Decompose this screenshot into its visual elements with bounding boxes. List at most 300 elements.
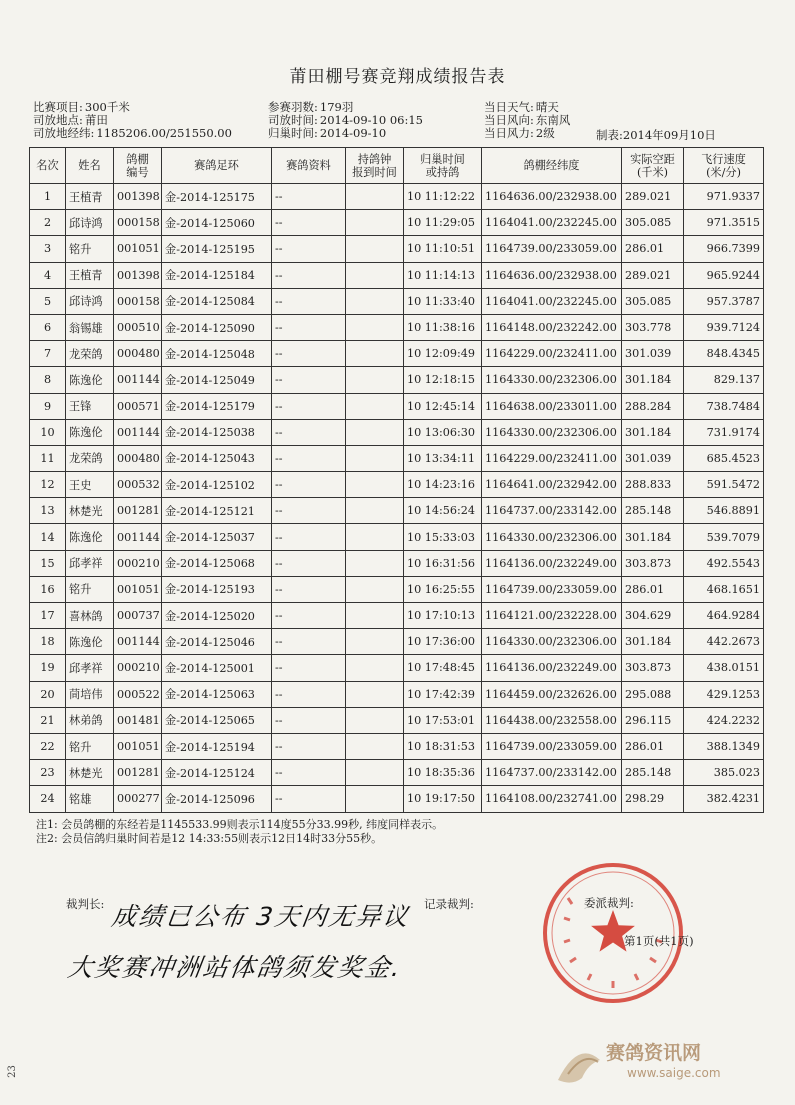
coords-cell: 1164136.00/232249.00 [482,550,622,576]
clock-cell [346,367,404,393]
rank-cell: 22 [30,733,66,759]
info-cell: -- [272,472,346,498]
info-cell: -- [272,786,346,812]
table-row [30,262,764,288]
entries-value: 179羽 [319,100,354,114]
loft-cell: 000522 [114,681,162,707]
arrival-cell: 10 11:14:13 [404,262,482,288]
distance-cell: 289.021 [622,262,684,288]
info-cell: -- [272,236,346,262]
loft-cell: 000277 [114,786,162,812]
speed-cell: 591.5472 [684,472,764,498]
note-2: 注2: 会员信鸽归巢时间若是12 14:33:55则表示12日14时33分55秒。 [36,832,383,845]
clock-cell [346,629,404,655]
distance-cell: 288.833 [622,472,684,498]
coords-cell: 1164041.00/232245.00 [482,288,622,314]
distance-cell: 289.021 [622,184,684,210]
name-cell: 喜林鸽 [66,603,114,629]
loft-cell: 000210 [114,550,162,576]
name-cell: 林弟鸽 [66,707,114,733]
distance-cell: 303.778 [622,314,684,340]
speed-cell: 731.9174 [684,419,764,445]
speed-cell: 492.5543 [684,550,764,576]
speed-cell: 966.7399 [684,236,764,262]
clock-cell [346,786,404,812]
table-row [30,786,764,812]
place-label: 司放地点: [33,113,83,127]
header-name: 姓名 [66,148,114,184]
header-info: 赛鸽资料 [272,148,346,184]
table-row [30,524,764,550]
table-body [30,184,764,813]
arrival-cell: 10 12:09:49 [404,341,482,367]
distance-cell: 301.184 [622,367,684,393]
distance-cell: 298.29 [622,786,684,812]
wind-force-label: 当日风力: [484,126,534,140]
coords-cell: 1164438.00/232558.00 [482,707,622,733]
table-row [30,236,764,262]
arrival-cell: 10 16:31:56 [404,550,482,576]
clock-cell [346,576,404,602]
arrival-cell: 10 17:10:13 [404,603,482,629]
header-arrival: 归巢时间 或持鸽 [404,148,482,184]
speed-cell: 429.1253 [684,681,764,707]
distance-cell: 303.873 [622,550,684,576]
rank-cell: 3 [30,236,66,262]
rank-cell: 20 [30,681,66,707]
table-row [30,760,764,786]
name-cell: 林楚光 [66,760,114,786]
appeal-label: 委派裁判: [584,896,634,910]
report-title: 莆田棚号赛竞翔成绩报告表 [289,67,506,87]
ring-cell: 金-2014-125090 [162,314,272,340]
watermark-url: www.saige.com [627,1066,721,1080]
table-row [30,576,764,602]
loft-cell: 001051 [114,236,162,262]
ring-cell: 金-2014-125038 [162,419,272,445]
loft-cell: 001144 [114,524,162,550]
name-cell: 邱诗鸿 [66,210,114,236]
coords-cell: 1164330.00/232306.00 [482,629,622,655]
ring-cell: 金-2014-125063 [162,681,272,707]
clock-cell [346,262,404,288]
meta-column-middle [268,101,423,140]
speed-cell: 438.0151 [684,655,764,681]
ring-cell: 金-2014-125193 [162,576,272,602]
coords-cell: 1164229.00/232411.00 [482,445,622,471]
coords-cell: 1164108.00/232741.00 [482,786,622,812]
info-cell: -- [272,576,346,602]
speed-cell: 829.137 [684,367,764,393]
coords-cell: 1164739.00/233059.00 [482,733,622,759]
header-distance: 实际空距 (千米) [622,148,684,184]
coords-value: 1185206.00/251550.00 [96,126,232,140]
loft-cell: 000510 [114,314,162,340]
table-row [30,314,764,340]
distance-cell: 286.01 [622,236,684,262]
arrival-cell: 10 12:18:15 [404,367,482,393]
coords-cell: 1164330.00/232306.00 [482,524,622,550]
table-row [30,655,764,681]
name-cell: 林楚光 [66,498,114,524]
info-cell: -- [272,314,346,340]
distance-cell: 296.115 [622,707,684,733]
speed-cell: 971.9337 [684,184,764,210]
rank-cell: 1 [30,184,66,210]
clock-cell [346,445,404,471]
distance-cell: 301.039 [622,445,684,471]
distance-cell: 295.088 [622,681,684,707]
header-ring: 赛鸽足环 [162,148,272,184]
coords-cell: 1164739.00/233059.00 [482,576,622,602]
coords-cell: 1164148.00/232242.00 [482,314,622,340]
speed-cell: 468.1651 [684,576,764,602]
table-row [30,681,764,707]
table-row [30,393,764,419]
made-label: 制表: [596,128,623,142]
loft-cell: 001144 [114,629,162,655]
info-cell: -- [272,629,346,655]
wind-direction-value: 东南风 [535,113,571,127]
judge-label: 裁判长: [66,897,105,911]
info-cell: -- [272,550,346,576]
info-cell: -- [272,341,346,367]
name-cell: 铭升 [66,576,114,602]
loft-cell: 000571 [114,393,162,419]
info-cell: -- [272,419,346,445]
ring-cell: 金-2014-125179 [162,393,272,419]
coords-cell: 1164638.00/233011.00 [482,393,622,419]
handwritten-note-line1: 成绩已公布 3天内无异议 [109,902,412,931]
speed-cell: 738.7484 [684,393,764,419]
rank-cell: 8 [30,367,66,393]
table-row [30,288,764,314]
clock-cell [346,184,404,210]
speed-cell: 464.9284 [684,603,764,629]
rank-cell: 12 [30,472,66,498]
info-cell: -- [272,262,346,288]
coords-cell: 1164121.00/232228.00 [482,603,622,629]
distance-cell: 305.085 [622,210,684,236]
distance-cell: 301.184 [622,419,684,445]
ring-cell: 金-2014-125175 [162,184,272,210]
table-row [30,184,764,210]
distance-cell: 304.629 [622,603,684,629]
info-cell: -- [272,445,346,471]
distance-cell: 285.148 [622,498,684,524]
table-row [30,445,764,471]
rank-cell: 5 [30,288,66,314]
distance-cell: 286.01 [622,733,684,759]
name-cell: 王史 [66,472,114,498]
name-cell: 邱孝祥 [66,550,114,576]
coords-cell: 1164636.00/232938.00 [482,184,622,210]
rank-cell: 9 [30,393,66,419]
coords-cell: 1164641.00/232942.00 [482,472,622,498]
arrival-cell: 10 11:10:51 [404,236,482,262]
header-rank: 名次 [30,148,66,184]
ring-cell: 金-2014-125060 [162,210,272,236]
arrival-cell: 10 18:31:53 [404,733,482,759]
clock-cell [346,236,404,262]
arrival-cell: 10 17:36:00 [404,629,482,655]
table-header-row [30,148,764,184]
info-cell: -- [272,184,346,210]
name-cell: 铭升 [66,733,114,759]
ring-cell: 金-2014-125194 [162,733,272,759]
ring-cell: 金-2014-125043 [162,445,272,471]
name-cell: 翁锡雄 [66,314,114,340]
table-row [30,733,764,759]
arrival-cell: 10 17:42:39 [404,681,482,707]
arrival-cell: 10 14:23:16 [404,472,482,498]
coords-cell: 1164330.00/232306.00 [482,419,622,445]
info-cell: -- [272,603,346,629]
loft-cell: 001481 [114,707,162,733]
arrival-cell: 10 11:33:40 [404,288,482,314]
recorder-label: 记录裁判: [424,897,474,911]
clock-cell [346,341,404,367]
arrival-cell: 10 18:35:36 [404,760,482,786]
loft-cell: 000158 [114,210,162,236]
loft-cell: 000158 [114,288,162,314]
table-row [30,629,764,655]
loft-cell: 001281 [114,760,162,786]
ring-cell: 金-2014-125096 [162,786,272,812]
rank-cell: 11 [30,445,66,471]
meta-column-right [484,101,570,140]
speed-cell: 957.3787 [684,288,764,314]
weather-value: 晴天 [535,100,559,114]
name-cell: 茼培伟 [66,681,114,707]
clock-cell [346,603,404,629]
clock-cell [346,472,404,498]
table-row [30,498,764,524]
speed-cell: 424.2232 [684,707,764,733]
table-row [30,550,764,576]
speed-cell: 965.9244 [684,262,764,288]
coords-cell: 1164737.00/233142.00 [482,760,622,786]
arrival-cell: 10 11:38:16 [404,314,482,340]
table-row [30,419,764,445]
rank-cell: 18 [30,629,66,655]
rank-cell: 10 [30,419,66,445]
coords-cell: 1164041.00/232245.00 [482,210,622,236]
speed-cell: 382.4231 [684,786,764,812]
distance-cell: 288.284 [622,393,684,419]
rank-cell: 24 [30,786,66,812]
loft-cell: 001051 [114,576,162,602]
distance-cell: 286.01 [622,576,684,602]
loft-cell: 001281 [114,498,162,524]
note-1: 注1: 会员鸽棚的东经若是1145533.99则表示114度55分33.99秒, 纬度同样表示。 [36,818,444,831]
arrival-cell: 10 16:25:55 [404,576,482,602]
arrival-cell: 10 17:48:45 [404,655,482,681]
name-cell: 邱孝祥 [66,655,114,681]
arrival-cell: 10 11:12:22 [404,184,482,210]
header-speed: 飞行速度 (米/分) [684,148,764,184]
coords-cell: 1164459.00/232626.00 [482,681,622,707]
arrival-cell: 10 19:17:50 [404,786,482,812]
info-cell: -- [272,760,346,786]
coords-cell: 1164136.00/232249.00 [482,655,622,681]
info-cell: -- [272,498,346,524]
rank-cell: 16 [30,576,66,602]
ring-cell: 金-2014-125037 [162,524,272,550]
header-clock: 持鸽钟 报到时间 [346,148,404,184]
coords-cell: 1164739.00/233059.00 [482,236,622,262]
name-cell: 王植青 [66,262,114,288]
ring-cell: 金-2014-125124 [162,760,272,786]
clock-cell [346,524,404,550]
speed-cell: 388.1349 [684,733,764,759]
coords-cell: 1164636.00/232938.00 [482,262,622,288]
ring-cell: 金-2014-125084 [162,288,272,314]
wind-direction-label: 当日风向: [484,113,534,127]
release-time-label: 司放时间: [268,113,318,127]
ring-cell: 金-2014-125049 [162,367,272,393]
event-value: 300千米 [84,100,130,114]
arrival-cell: 10 13:34:11 [404,445,482,471]
clock-cell [346,419,404,445]
ring-cell: 金-2014-125195 [162,236,272,262]
arrival-cell: 10 14:56:24 [404,498,482,524]
name-cell: 铭升 [66,236,114,262]
clock-cell [346,681,404,707]
distance-cell: 305.085 [622,288,684,314]
return-date-value: 2014-09-10 [319,126,387,140]
loft-cell: 001051 [114,733,162,759]
table-row [30,707,764,733]
coords-label: 司放地经纬: [33,126,95,140]
rank-cell: 19 [30,655,66,681]
rank-cell: 4 [30,262,66,288]
rank-cell: 21 [30,707,66,733]
ring-cell: 金-2014-125046 [162,629,272,655]
ring-cell: 金-2014-125001 [162,655,272,681]
table-row [30,210,764,236]
name-cell: 陈逸伦 [66,419,114,445]
speed-cell: 685.4523 [684,445,764,471]
speed-cell: 848.4345 [684,341,764,367]
loft-cell: 000532 [114,472,162,498]
event-label: 比赛项目: [33,100,83,114]
rank-cell: 6 [30,314,66,340]
ring-cell: 金-2014-125102 [162,472,272,498]
arrival-cell: 10 17:53:01 [404,707,482,733]
name-cell: 龙荣鸽 [66,445,114,471]
ring-cell: 金-2014-125121 [162,498,272,524]
table-row [30,341,764,367]
entries-label: 参赛羽数: [268,100,318,114]
ring-cell: 金-2014-125184 [162,262,272,288]
table-row [30,603,764,629]
clock-cell [346,733,404,759]
rank-cell: 15 [30,550,66,576]
made-value: 2014年09月10日 [622,128,716,142]
rank-cell: 17 [30,603,66,629]
info-cell: -- [272,393,346,419]
name-cell: 陈逸伦 [66,367,114,393]
info-cell: -- [272,681,346,707]
name-cell: 王锋 [66,393,114,419]
table-row [30,472,764,498]
name-cell: 陈逸伦 [66,629,114,655]
clock-cell [346,655,404,681]
clock-cell [346,550,404,576]
info-cell: -- [272,524,346,550]
info-cell: -- [272,288,346,314]
loft-cell: 000480 [114,341,162,367]
info-cell: -- [272,210,346,236]
clock-cell [346,498,404,524]
info-cell: -- [272,707,346,733]
distance-cell: 301.184 [622,629,684,655]
rank-cell: 14 [30,524,66,550]
coords-cell: 1164229.00/232411.00 [482,341,622,367]
arrival-cell: 10 12:45:14 [404,393,482,419]
results-table [29,147,764,813]
header-loft-no: 鸽棚 编号 [114,148,162,184]
ring-cell: 金-2014-125020 [162,603,272,629]
speed-cell: 539.7079 [684,524,764,550]
loft-cell: 000210 [114,655,162,681]
speed-cell: 385.023 [684,760,764,786]
distance-cell: 301.039 [622,341,684,367]
release-time-value: 2014-09-10 06:15 [319,113,423,127]
info-cell: -- [272,733,346,759]
loft-cell: 000480 [114,445,162,471]
place-value: 莆田 [84,113,108,127]
handwritten-note-line2: 大奖赛冲洲站体鸽须发奖金. [65,953,404,982]
page-number: 第1页(共1页) [624,934,694,948]
coords-cell: 1164737.00/233142.00 [482,498,622,524]
rank-cell: 7 [30,341,66,367]
weather-label: 当日天气: [484,100,534,114]
name-cell: 龙荣鸽 [66,341,114,367]
side-page-number: 23 [6,1065,18,1078]
notes [36,818,443,846]
loft-cell: 001144 [114,367,162,393]
made-date [596,127,716,143]
distance-cell: 301.184 [622,524,684,550]
loft-cell: 001144 [114,419,162,445]
ring-cell: 金-2014-125068 [162,550,272,576]
loft-cell: 000737 [114,603,162,629]
clock-cell [346,288,404,314]
info-cell: -- [272,367,346,393]
speed-cell: 971.3515 [684,210,764,236]
distance-cell: 285.148 [622,760,684,786]
ring-cell: 金-2014-125048 [162,341,272,367]
clock-cell [346,210,404,236]
info-cell: -- [272,655,346,681]
watermark-text: 赛鸽资讯网 [606,1042,702,1064]
table-row [30,367,764,393]
clock-cell [346,393,404,419]
rank-cell: 23 [30,760,66,786]
meta-column-left [33,101,232,140]
speed-cell: 442.2673 [684,629,764,655]
arrival-cell: 10 15:33:03 [404,524,482,550]
loft-cell: 001398 [114,262,162,288]
header-coords: 鸽棚经纬度 [482,148,622,184]
wind-force-value: 2级 [535,126,555,140]
rank-cell: 2 [30,210,66,236]
clock-cell [346,760,404,786]
arrival-cell: 10 13:06:30 [404,419,482,445]
arrival-cell: 10 11:29:05 [404,210,482,236]
